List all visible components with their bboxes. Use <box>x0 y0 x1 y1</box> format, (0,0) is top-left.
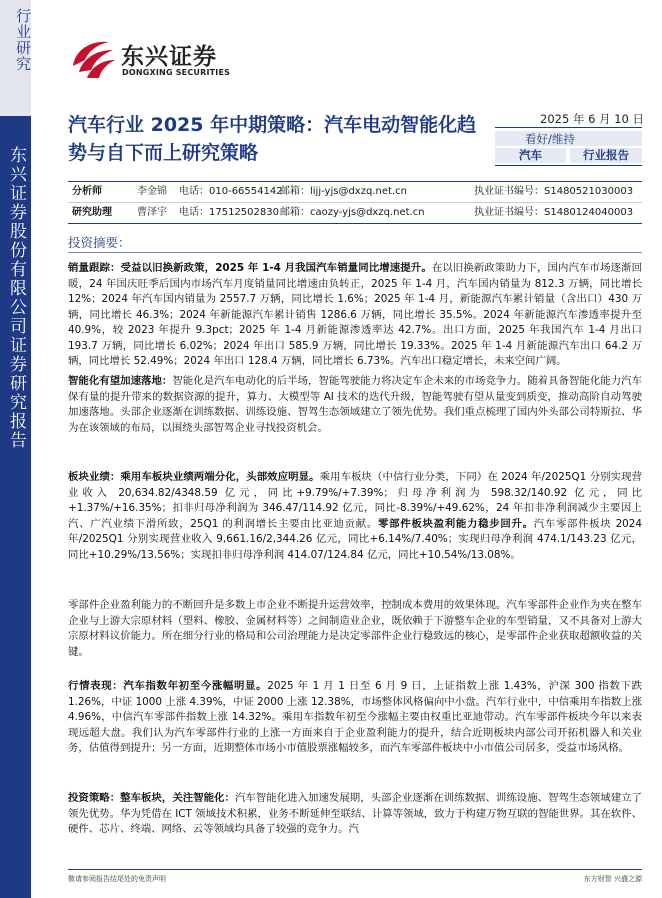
tag-report-type: 行业报告 <box>570 148 642 163</box>
paragraph-lead: 零部件板块盈利能力稳步回升。 <box>378 517 534 530</box>
paragraph-market <box>68 679 642 757</box>
analyst-license: 执业证书编号：S1480521030003 <box>474 186 634 197</box>
report-title: 汽车行业 2025 年中期策略：汽车电动智能化趋势与自下而上研究策略 <box>68 114 477 164</box>
header-divider <box>495 127 642 128</box>
logo-mark-icon <box>69 36 117 80</box>
paragraph-lead: 销量跟踪：受益以旧换新政策，2025 年 1-4 月我国汽车销量同比增速提升。 <box>68 262 432 274</box>
analyst-license: 执业证书编号：S1480124040003 <box>474 207 634 218</box>
paragraph-intelligence <box>68 374 642 436</box>
company-logo <box>69 36 269 84</box>
sidebar-category <box>0 0 31 116</box>
paragraph-lead: 智能化有望加速落地： <box>68 375 173 387</box>
paragraph-body: 2025 年 1 月 1 日至 6 月 9 日，上证指数上涨 1.43%，沪深 300 指数下跌 1.26%，中证 1000 上涨 4.39%，中证 2000 上涨 12.38%，市场整体风格偏向中小盘。汽车行业中，中信乘用车指数上涨 4.96%，中信汽车零部件指数上涨 14.32%。乘用车指数年初至今涨幅主要由权重比亚迪带动。汽车零部件板块今年以来表现远超大盘。我们认为汽车零部件行业的上涨一方面来自于企业盈利能力的提升，结合近期板块内部公司开拓机器人和关业务，估值得到提升；另一方面，近期整体市场小市值股票涨幅较多，而汽车零部件板块中小市值公司居多，受益市场风格。 <box>68 680 642 754</box>
sidebar-company-banner <box>0 116 31 898</box>
tag-industry: 汽车 <box>495 148 566 163</box>
analyst-role: 分析师 <box>72 186 102 197</box>
paragraph-lead: 板块业绩：乘用车板块业绩两端分化，头部效应明显。 <box>68 471 320 483</box>
footer-slogan: 东方财智 兴盛之源 <box>583 875 642 883</box>
paragraph-lead: 行情表现：汽车指数年初至今涨幅明显。 <box>68 680 268 692</box>
summary-heading: 投资摘要： <box>68 235 131 250</box>
paragraph-strategy <box>68 791 642 838</box>
paragraph-body: 汽车智能化进入加速发展期，头部企业逐渐在训练数据、训练设施、智驾生态领域建立了领先优势。华为凭借在 ICT 领域技术积累，业务不断延伸至联结、计算等领域，致力于构建万物互联的智能世界。其在软件、硬件、芯片、终端、网络、云等领域均具备了较强的竞争力。汽 <box>68 792 643 835</box>
analyst-table <box>68 181 642 224</box>
logo-name-cn: 东兴证券 <box>121 44 217 70</box>
analyst-email[interactable]: 邮箱：lijj-yjs@dxzq.net.cn <box>280 186 407 197</box>
analyst-phone: 电话：17512502830 <box>179 207 279 218</box>
analyst-phone: 电话：010-66554142 <box>179 186 283 197</box>
paragraph-body: 乘用车板块（中信行业分类，下同）在 2024 年/2025Q1 分别实现营业收入 20,634.82/4348.59 亿元，同比+9.79%/+7.39%；归母净利润为 598.32/140.92 亿元，同比+1.37%/+16.35%；扣非归母净利润为 346.47/114.92 亿元，同比-8.39%/+49.62%，24 年扣非净利润减少主要因上汽、广汽业绩下滑所致，25Q1 的利润增长主要由比亚迪贡献。 <box>68 471 642 530</box>
footer-divider <box>68 869 642 870</box>
paragraph-components <box>68 598 642 660</box>
report-date: 2025 年 6 月 10 日 <box>540 112 644 126</box>
paragraph-body: 汽车零部件板块 2024 年/2025Q1 分别实现营业收入 9,661.16/2,344.26 亿元，同比+6.14%/7.40%；实现归母净利润 474.1/143.23 亿元，同比+10.29%/13.56%；实现扣非归母净利润 414.07/124.84 亿元，同比+10.54%/13.08%。 <box>68 517 643 561</box>
analyst-name: 曹泽宇 <box>137 207 167 218</box>
header-divider <box>495 165 642 166</box>
paragraph-body: 零部件企业盈利能力的不断回升是多数上市企业不断提升运营效率，控制成本费用的效果体现。汽车零部件企业作为夹在整车企业与上游大宗原材料（塑料、橡胶、金属材料等）之间制造业企业，既依赖于下游整车企业的车型销量，又不具备对上游大宗原材料议价能力。所在细分行业的格局和公司治理能力是决定零部件企业行稳致远的核心，是零部件企业获取超额收益的关键。 <box>68 599 642 658</box>
rating-label: 看好/维持 <box>525 132 575 146</box>
analyst-row <box>68 182 642 202</box>
paragraph-body: 在以旧换新政策助力下，国内汽车市场逐渐回暖，24 年国庆旺季后国内市场汽车月度销量同比增速由负转正，2025 年 1-4 月，汽车国内销量为 812.3 万辆，同比增长 12%；2024 年汽车国内销量为 2557.7 万辆，同比增长 1.6%；2025 年 1-4 月，新能源汽车累计销量（含出口）430 万辆，同比增长 46.3%；2024 年新能源汽车累计销售 1286.6 万辆，同比增长 35.5%。2024 年新能源汽车渗透率提升至 40.9%，较 2023 年提升 9.3pct；2025 年 1-4 月新能源渗透率达 42.7%。出口方面，2025 年我国汽车 1-4 月出口 193.7 万辆，同比增长 6.02%；2024 年出口 585.9 万辆，同比增长 19.33%。2025 年 1-4 月新能源汽车出口 64.2 万辆，同比增长 52.49%；2024 年出口 128.4 万辆，同比增长 6.73%。汽车出口稳定增长，未来空间广阔。 <box>68 262 643 367</box>
paragraph-lead: 投资策略：整车板块，关注智能化： <box>68 792 235 804</box>
paragraph-body: 智能化是汽车电动化的后半场，智能驾驶能力将决定车企未来的市场竞争力。随着具备智能化能力汽车保有量的提升带来的数据资源的提升，算力、大模型等 AI 技术的迭代升级，智能驾驶有望从量变到质变，推动高阶自动驾驶加速落地。头部企业逐渐在训练数据、训练设施、智驾生态领域建立了领先优势。我们重点梳理了国内外头部公司特斯拉、华为在该领域的布局，以围绕头部智驾企业寻找投资机会。 <box>68 375 642 434</box>
sidebar-company-label: 东兴证券股份有限公司证券研究报告 <box>6 146 26 450</box>
analyst-name: 李金锦 <box>137 186 167 197</box>
analyst-row <box>68 202 642 223</box>
analyst-role: 研究助理 <box>72 207 112 218</box>
summary-divider <box>68 252 642 253</box>
paragraph-performance <box>68 470 642 563</box>
sidebar-category-label: 行业研究 <box>14 8 32 72</box>
footer-disclaimer: 敬请参阅报告结尾处的免责声明 <box>68 875 166 883</box>
logo-name-en: DONGXING SECURITIES <box>122 68 231 77</box>
rating-box <box>495 131 642 146</box>
analyst-email[interactable]: 邮箱：caozy-yjs@dxzq.net.cn <box>280 207 425 218</box>
paragraph-sales <box>68 261 642 370</box>
